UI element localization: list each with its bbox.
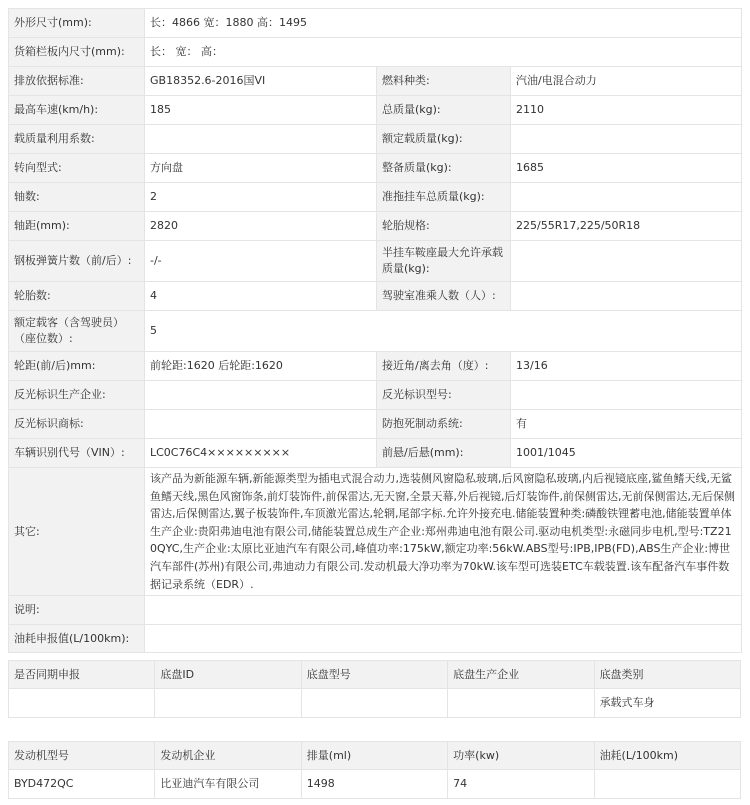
cargo-dims-value: 长： 宽： 高： (145, 38, 742, 67)
engine-cell: 1498 (301, 770, 447, 799)
angles-label: 接近角/离去角（度）: (377, 352, 511, 381)
reflective-maker-value (145, 381, 377, 410)
spec-row (9, 410, 742, 439)
abs-value: 有 (511, 410, 742, 439)
spec-row-note (9, 596, 742, 625)
tire-spec-value: 225/55R17,225/50R18 (511, 212, 742, 241)
spec-row (9, 154, 742, 183)
reflective-maker-label: 反光标识生产企业: (9, 381, 145, 410)
tire-spec-label: 轮胎规格: (377, 212, 511, 241)
chassis-header-cell: 底盘型号 (301, 661, 447, 689)
engine-cell: 74 (448, 770, 594, 799)
axles-value: 2 (145, 183, 377, 212)
tire-count-value: 4 (145, 282, 377, 311)
reflective-brand-value (145, 410, 377, 439)
track-label: 轮距(前/后)mm: (9, 352, 145, 381)
vehicle-spec-table (8, 8, 742, 653)
reflective-brand-label: 反光标识商标: (9, 410, 145, 439)
load-util-label: 载质量利用系数: (9, 125, 145, 154)
spec-row (9, 125, 742, 154)
engine-table (8, 741, 741, 799)
spec-row (9, 183, 742, 212)
load-util-value (145, 125, 377, 154)
angles-value: 13/16 (511, 352, 742, 381)
saddle-load-label: 半挂车鞍座最大允许承载质量(kg): (377, 241, 511, 282)
vin-value: LC0C76C4××××××××× (145, 439, 377, 468)
other-label: 其它: (9, 468, 145, 596)
vin-label: 车辆识别代号（VIN）: (9, 439, 145, 468)
chassis-cell (448, 689, 594, 718)
engine-header-row (9, 742, 741, 770)
chassis-header-cell: 底盘ID (155, 661, 301, 689)
overhang-value: 1001/1045 (511, 439, 742, 468)
seats-value: 5 (145, 311, 742, 352)
chassis-cell (9, 689, 155, 718)
engine-data-row (9, 770, 741, 799)
spec-row (9, 96, 742, 125)
spec-row-fuel-consumption (9, 625, 742, 653)
overhang-label: 前悬/后悬(mm): (377, 439, 511, 468)
leaf-springs-value: -/- (145, 241, 377, 282)
trailer-mass-value (511, 183, 742, 212)
saddle-load-value (511, 241, 742, 282)
cab-passengers-value (511, 282, 742, 311)
engine-header-cell: 发动机型号 (9, 742, 155, 770)
spec-row (9, 67, 742, 96)
max-speed-label: 最高车速(km/h): (9, 96, 145, 125)
engine-cell: 比亚迪汽车有限公司 (155, 770, 301, 799)
chassis-cell (155, 689, 301, 718)
spec-row-dims (9, 9, 742, 38)
engine-header-cell: 发动机企业 (155, 742, 301, 770)
dims-label: 外形尺寸(mm): (9, 9, 145, 38)
chassis-header-cell: 底盘类别 (594, 661, 740, 689)
tire-count-label: 轮胎数: (9, 282, 145, 311)
fuel-consumption-label: 油耗申报值(L/100km): (9, 625, 145, 653)
total-mass-value: 2110 (511, 96, 742, 125)
chassis-cell: 承载式车身 (594, 689, 740, 718)
engine-header-cell: 功率(kw) (448, 742, 594, 770)
spec-row (9, 212, 742, 241)
spec-row (9, 282, 742, 311)
curb-mass-value: 1685 (511, 154, 742, 183)
abs-label: 防抱死制动系统: (377, 410, 511, 439)
wheelbase-value: 2820 (145, 212, 377, 241)
chassis-data-row (9, 689, 741, 718)
engine-cell: BYD472QC (9, 770, 155, 799)
total-mass-label: 总质量(kg): (377, 96, 511, 125)
reflective-model-label: 反光标识型号: (377, 381, 511, 410)
chassis-header-cell: 底盘生产企业 (448, 661, 594, 689)
reflective-model-value (511, 381, 742, 410)
note-value (145, 596, 742, 625)
engine-header-cell: 排量(ml) (301, 742, 447, 770)
rated-load-value (511, 125, 742, 154)
chassis-table (8, 660, 741, 718)
other-value: 该产品为新能源车辆,新能源类型为插电式混合动力,选装侧风窗隐私玻璃,后风窗隐私玻璃,内后视镜底座,鲨鱼鳍天线,无鲨鱼鳍天线,黑色风窗饰条,前灯装饰件,前保雷达,无天窗,全景天幕,外后视镜,后灯装饰件,前保侧雷达,无前保侧雷达,无后保侧雷达,后保侧雷达,翼子板装饰件,车顶激光雷达,轮辋,尾部字标.允许外接充电.储能装置种类:磷酸铁锂蓄电池,储能装置单体生产企业:贵阳弗迪电池有限公司,储能装置总成生产企业:郑州弗迪电池有限公司.驱动电机类型:永磁同步电机,型号:TZ210QYC,生产企业:太原比亚迪汽车有限公司,峰值功率:175kW,额定功率:56kW.ABS型号:IPB,IPB(FD),ABS生产企业:博世汽车部件(苏州)有限公司,弗迪动力有限公司.发动机最大净功率为70kW.该车型可选装ETC车载装置.该车配备汽车事件数据记录系统（EDR）. (145, 468, 742, 596)
fuel-type-value: 汽油/电混合动力 (511, 67, 742, 96)
steering-label: 转向型式: (9, 154, 145, 183)
chassis-header-row (9, 661, 741, 689)
chassis-cell (301, 689, 447, 718)
spec-row (9, 439, 742, 468)
emission-std-value: GB18352.6-2016国VI (145, 67, 377, 96)
curb-mass-label: 整备质量(kg): (377, 154, 511, 183)
fuel-consumption-value (145, 625, 742, 653)
engine-header-cell: 油耗(L/100km) (594, 742, 740, 770)
seats-label: 额定载客（含驾驶员）（座位数）: (9, 311, 145, 352)
dims-value: 长：4866 宽：1880 高：1495 (145, 9, 742, 38)
trailer-mass-label: 准拖挂车总质量(kg): (377, 183, 511, 212)
axles-label: 轴数: (9, 183, 145, 212)
spec-row (9, 381, 742, 410)
emission-std-label: 排放依据标准: (9, 67, 145, 96)
fuel-type-label: 燃料种类: (377, 67, 511, 96)
spec-row (9, 352, 742, 381)
cab-passengers-label: 驾驶室准乘人数（人）: (377, 282, 511, 311)
spec-row-seats (9, 311, 742, 352)
wheelbase-label: 轴距(mm): (9, 212, 145, 241)
rated-load-label: 额定载质量(kg): (377, 125, 511, 154)
engine-cell (594, 770, 740, 799)
max-speed-value: 185 (145, 96, 377, 125)
chassis-header-cell: 是否同期申报 (9, 661, 155, 689)
cargo-dims-label: 货箱栏板内尺寸(mm): (9, 38, 145, 67)
note-label: 说明: (9, 596, 145, 625)
leaf-springs-label: 钢板弹簧片数（前/后）: (9, 241, 145, 282)
spec-row (9, 241, 742, 282)
steering-value: 方向盘 (145, 154, 377, 183)
spec-row-cargo-dims (9, 38, 742, 67)
spec-row-other (9, 468, 742, 596)
track-value: 前轮距:1620 后轮距:1620 (145, 352, 377, 381)
